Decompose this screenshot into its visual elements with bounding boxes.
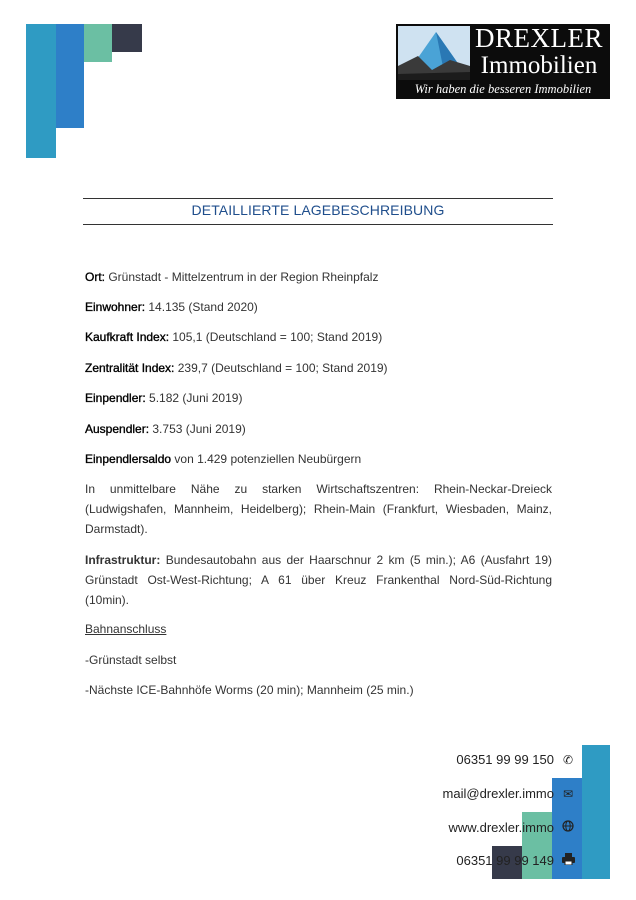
fact-value: 14.135 (Stand 2020) [145, 300, 258, 314]
fact-commuter-balance [85, 452, 361, 466]
fact-label: Einpendler: [85, 391, 146, 405]
heading-rule-top [83, 198, 553, 199]
logo-pyramid-image [398, 26, 470, 80]
fact-location [85, 270, 378, 284]
website-link[interactable]: www.drexler.immo [448, 820, 554, 835]
decor-bar-green [84, 24, 112, 62]
logo-name: DREXLER [475, 23, 603, 53]
logo-slogan: Wir haben die besseren Immobilien [414, 82, 592, 96]
heading-rule-bottom [83, 224, 553, 225]
fact-label: Auspendler: [85, 422, 150, 436]
logo-subtitle: Immobilien [480, 52, 598, 79]
fact-value: 3.753 (Juni 2019) [149, 422, 246, 436]
contact-fax[interactable] [456, 853, 576, 868]
fact-value: von 1.429 potenziellen Neubürgern [171, 452, 362, 466]
fact-label: Kaufkraft Index: [85, 330, 170, 344]
infra-label: Infrastruktur: [85, 553, 161, 567]
fact-label: Einpendlersaldo [85, 452, 172, 466]
contact-email[interactable] [443, 786, 576, 801]
fact-purchasing-power [85, 330, 382, 344]
fact-label: Ort: [85, 270, 105, 284]
rail-heading: Bahnanschluss [85, 622, 167, 636]
rail-item: -Grünstadt selbst [85, 653, 177, 667]
decor-bar-teal [26, 24, 56, 158]
fax-icon [560, 853, 576, 868]
fact-label: Einwohner: [85, 300, 146, 314]
decor-bar-dark [112, 24, 142, 52]
fact-commuters-in [85, 391, 242, 405]
globe-icon [560, 820, 576, 835]
company-logo [396, 24, 610, 99]
decor-bar-teal [582, 745, 610, 879]
contact-phone[interactable] [456, 752, 576, 767]
phone-number[interactable]: 06351 99 99 150 [456, 752, 554, 767]
fact-commuters-out [85, 422, 246, 436]
infra-value: Bundesautobahn aus der Haarschnur 2 km (5 min.); A6 (Ausfahrt 19) Grünstadt Ost-West-Richtung; A 61 über Kreuz Frankenthal Nord-Süd-Richtung (10min). [85, 553, 552, 607]
fax-number[interactable]: 06351 99 99 149 [456, 853, 554, 868]
fact-value: Grünstadt - Mittelzentrum in der Region Rheinpfalz [105, 270, 379, 284]
contact-web[interactable] [449, 820, 576, 835]
fact-value: 239,7 (Deutschland = 100; Stand 2019) [174, 361, 388, 375]
paragraph-infrastructure [85, 550, 552, 610]
page-title: DETAILLIERTE LAGEBESCHREIBUNG [191, 202, 445, 218]
paragraph-economic-centers: In unmittelbare Nähe zu starken Wirtschaftszentren: Rhein-Neckar-Dreieck (Ludwigshafen, Mannheim, Heidelberg); Rhein-Main (Frankfurt, Wiesbaden, Mainz, Darmstadt). [85, 482, 552, 536]
decor-bar-blue [56, 24, 84, 128]
envelope-icon: ✉ [562, 787, 574, 801]
fact-centrality [85, 361, 388, 375]
fact-value: 105,1 (Deutschland = 100; Stand 2019) [169, 330, 383, 344]
fact-value: 5.182 (Juni 2019) [145, 391, 243, 405]
phone-icon: ✆ [562, 753, 574, 767]
email-address[interactable]: mail@drexler.immo [442, 786, 554, 801]
rail-item: -Nächste ICE-Bahnhöfe Worms (20 min); Mannheim (25 min.) [85, 683, 414, 697]
fact-population [85, 300, 258, 314]
fact-label: Zentralität Index: [85, 361, 175, 375]
